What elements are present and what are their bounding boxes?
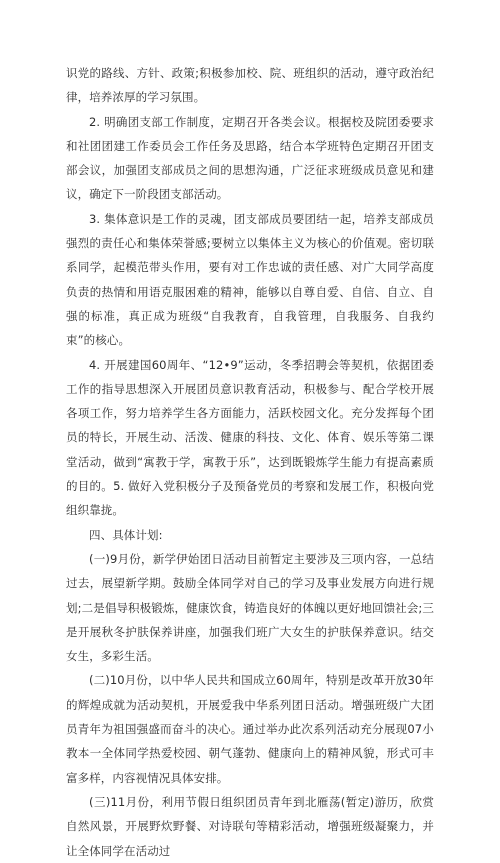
section-heading-plan: 四、具体计划: (89, 527, 163, 542)
paragraph-item-2: 2. 明确团支部工作制度，定期召开各类会议。根据校及院团委要求和社团团建工作委员会工作任务及思路，结合本学班特色定期召开团支部会议，加强团支部成员之间的思想沟通，广泛征求班级成员意见和建议，确定下一阶段团支部活动。 (66, 114, 434, 202)
paragraph-plan-october: (二)10月份，以中华人民共和国成立60周年，特别是改革开放30年的辉煌成就为活动契机，开展爱我中华系列团日活动。增强班级广大团员青年为祖国强盛而奋斗的决心。通过举办此次系列活动充分展现07小教本一全体同学热爱校园、朝气蓬勃、健康向上的精神风貌，形式可丰富多样，内容视情况具体安排。 (66, 673, 434, 785)
paragraph-item-4: 4. 开展建国60周年、“12•9”运动，冬季招聘会等契机，依据团委工作的指导思想深入开展团员意识教育活动，积极参与、配合学校开展各项工作，努力培养学生各方面能力，活跃校园文化。充分发挥每个团员的特长，开展生动、活泼、健康的科技、文化、体育、娱乐等第二课堂活动，做到“寓教于学，寓教于乐”，达到既锻炼学生能力有提高素质的目的。5. 做好入党积极分子及预备党员的考察和发展工作，积极向党组织靠拢。 (66, 357, 434, 518)
paragraph-plan-september: (一)9月份，新学伊始团日活动目前暂定主要涉及三项内容，一总结过去，展望新学期。鼓励全体同学对自己的学习及事业发展方向进行规划;二是倡导积极锻炼，健康饮食，铸造良好的体魄以更好地回馈社会;三是开展秋冬护肤保养讲座，加强我们班广大女生的护肤保养意识。结交女生，多彩生活。 (66, 551, 434, 664)
paragraph-intro-continued: 识党的路线、方针、政策;积极参加校、院、班组织的活动，遵守政治纪律，培养浓厚的学习氛围。 (66, 66, 434, 105)
paragraph-item-3: 3. 集体意识是工作的灵魂，团支部成员要团结一起，培养支部成员强烈的责任心和集体荣誉感;要树立以集体主义为核心的价值观。密切联系同学，起模范带头作用，要有对工作忠诚的责任感、对广大同学高度负责的热情和用语克服困难的精神，能够以自尊自爱、自信、自立、自强的标准，真正成为班级“自我教育，自我管理，自我服务、自我约束”的核心。 (66, 211, 434, 348)
paragraph-plan-november: (三)11月份，利用节假日组织团员青年到北雁荡(暂定)游历，欣赏自然风景，开展野炊野餐、对诗联句等精彩活动，增强班级凝聚力，并让全体同学在活动过 (66, 794, 434, 858)
